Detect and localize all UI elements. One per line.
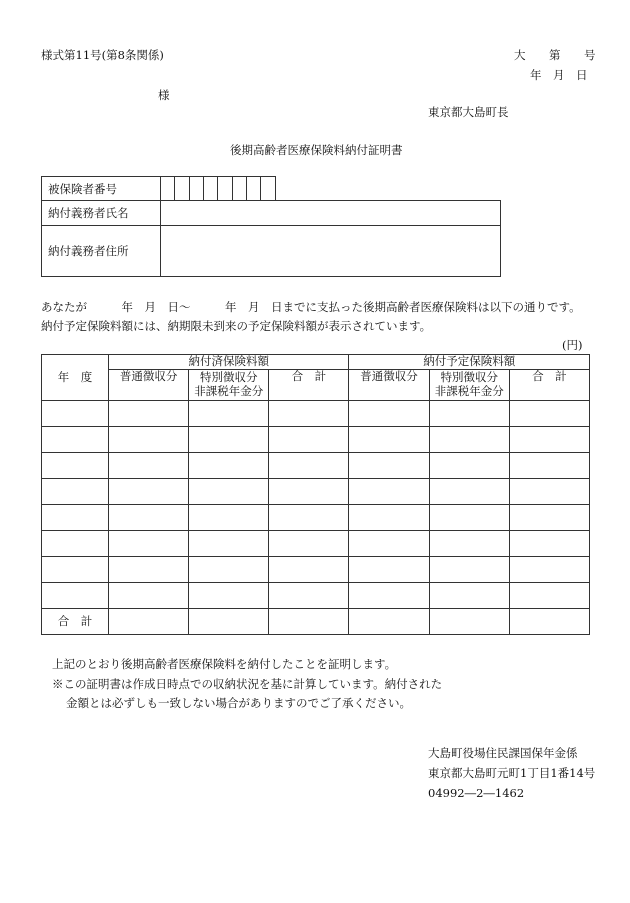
table-row bbox=[42, 505, 590, 531]
paid-amount-header: 納付済保険料額 bbox=[109, 355, 349, 370]
table-row bbox=[42, 427, 590, 453]
payer-address-field[interactable] bbox=[161, 226, 501, 277]
document-number: 大 第 号 bbox=[514, 48, 602, 62]
issue-date: 年 月 日 bbox=[530, 68, 588, 82]
insured-number-digit[interactable] bbox=[175, 177, 189, 201]
insured-number-digit[interactable] bbox=[189, 177, 203, 201]
scheduled-amount-header: 納付予定保険料額 bbox=[349, 355, 590, 370]
statement-line-1: あなたが 年 月 日～ 年 月 日までに支払った後期高齢者医療保険料は以下の通りです。 bbox=[41, 300, 581, 314]
scheduled-regular-header: 普通徴収分 bbox=[349, 370, 429, 401]
scheduled-special-header: 特別徴収分 非課税年金分 bbox=[429, 370, 509, 401]
table-row bbox=[42, 557, 590, 583]
total-row-label: 合 計 bbox=[42, 609, 109, 635]
issuer: 東京都大島町長 bbox=[428, 105, 509, 119]
insured-number-digit[interactable] bbox=[261, 177, 275, 201]
office-name: 大島町役場住民課国保年金係 bbox=[428, 746, 578, 760]
total-row bbox=[42, 609, 590, 635]
insured-number-digit[interactable] bbox=[246, 177, 260, 201]
recipient-info-table bbox=[41, 176, 501, 277]
paid-special-header: 特別徴収分 非課税年金分 bbox=[189, 370, 269, 401]
certification-text: 上記のとおり後期高齢者医療保険料を納付したことを証明します。 bbox=[52, 657, 397, 671]
paid-subtotal-header: 合 計 bbox=[269, 370, 349, 401]
payer-address-label: 納付義務者住所 bbox=[42, 226, 161, 277]
insured-number-digit[interactable] bbox=[218, 177, 232, 201]
currency-unit: (円) bbox=[562, 338, 583, 352]
payer-name-label: 納付義務者氏名 bbox=[42, 201, 161, 226]
insured-number-digit[interactable] bbox=[203, 177, 217, 201]
insured-number-digit[interactable] bbox=[161, 177, 175, 201]
statement-line-2: 納付予定保険料額には、納期限未到来の予定保険料額が表示されています。 bbox=[41, 319, 432, 333]
recipient-suffix: 様 bbox=[158, 88, 170, 102]
payment-table bbox=[41, 354, 590, 635]
insured-number-label: 被保険者番号 bbox=[42, 177, 161, 201]
note-line-1: ※この証明書は作成日時点での収納状況を基に計算しています。納付された bbox=[52, 677, 443, 691]
office-phone: 04992―2―1462 bbox=[428, 786, 525, 800]
page-title: 後期高齢者医療保険料納付証明書 bbox=[230, 143, 403, 157]
table-row bbox=[42, 583, 590, 609]
scheduled-subtotal-header: 合 計 bbox=[509, 370, 589, 401]
note-line-2: 金額とは必ずしも一致しない場合がありますのでご了承ください。 bbox=[66, 696, 411, 710]
table-row bbox=[42, 479, 590, 505]
office-address: 東京都大島町元町1丁目1番14号 bbox=[428, 766, 596, 780]
table-row bbox=[42, 401, 590, 427]
table-row bbox=[42, 531, 590, 557]
insured-number-digit[interactable] bbox=[232, 177, 246, 201]
table-row bbox=[42, 453, 590, 479]
payer-name-field[interactable] bbox=[161, 201, 501, 226]
paid-regular-header: 普通徴収分 bbox=[109, 370, 189, 401]
year-header: 年 度 bbox=[42, 355, 109, 401]
form-number: 様式第11号(第8条関係) bbox=[41, 48, 164, 62]
